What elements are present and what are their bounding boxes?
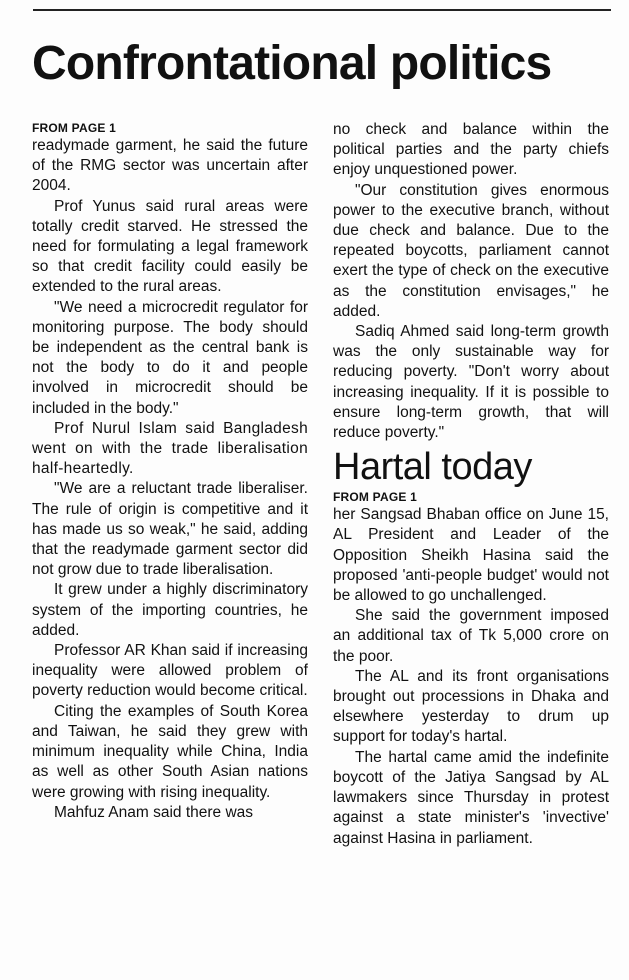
paragraph: Sadiq Ahmed said long-term growth was the only sustainable way for reducing poverty. "Don't worry about increasing inequality. If it is possible to ensure long-term growth, that will reduce poverty."	[333, 323, 609, 442]
paragraph: her Sangsad Bhaban office on June 15, AL President and Leader of the Opposition Sheikh Hasina said the proposed 'anti-people budget' would not be allowed to go unchallenged.	[333, 506, 609, 605]
paragraph: "We are a reluctant trade liberaliser. The rule of origin is competitive and it has made us so weak," he said, adding that the readymade garment sector did not grow due to trade liberalisation.	[32, 480, 308, 579]
paragraph: no check and balance within the political parties and the party chiefs enjoy unquestioned power.	[333, 121, 609, 179]
paragraph: Prof Yunus said rural areas were totally credit starved. He stressed the need for formulating a legal framework so that credit facility could easily be extended to the rural areas.	[32, 197, 308, 296]
paragraph: Professor AR Khan said if increasing inequality were allowed problem of poverty reduction would become critical.	[32, 642, 308, 700]
paragraph: "We need a microcredit regulator for monitoring purpose. The body should be independent as the central bank is not the body to do it and people involved in microcredit should be included in the body."	[32, 298, 308, 417]
top-rule	[33, 9, 611, 11]
left-column	[32, 120, 308, 823]
paragraph: Mahfuz Anam said there was	[54, 803, 254, 821]
right-column	[333, 120, 609, 849]
paragraph: Citing the examples of South Korea and Taiwan, he said they grew with minimum inequality while China, India as well as other South Asian nations were growing with rising inequality.	[32, 702, 308, 801]
paragraph: The AL and its front organisations brought out processions in Dhaka and elsewhere yesterday to drum up support for today's hartal.	[333, 667, 609, 746]
paragraph: It grew under a highly discriminatory system of the importing countries, he added.	[32, 581, 308, 639]
paragraph: The hartal came amid the indefinite boycott of the Jatiya Sangsad by AL lawmakers since Thursday in protest against a state minister's 'invective' against Hasina in parliament.	[333, 748, 609, 847]
article-headline: Confrontational politics	[32, 37, 552, 90]
paragraph: Prof Nurul Islam said Bangladesh went on with the trade liberalisation half-heartedly.	[32, 419, 308, 478]
jump-label: FROM PAGE 1	[32, 121, 116, 135]
sidebar-headline: Hartal today	[333, 446, 532, 489]
paragraph: readymade garment, he said the future of the RMG sector was uncertain after 2004.	[32, 137, 308, 195]
paragraph: She said the government imposed an additional tax of Tk 5,000 crore on the poor.	[333, 607, 609, 665]
paragraph: "Our constitution gives enormous power to the executive branch, without due check and balance. Due to the repeated boycotts, parliament cannot exert the type of check on the executive as the constitution envisages," he added.	[333, 181, 609, 320]
jump-label: FROM PAGE 1	[333, 490, 417, 505]
